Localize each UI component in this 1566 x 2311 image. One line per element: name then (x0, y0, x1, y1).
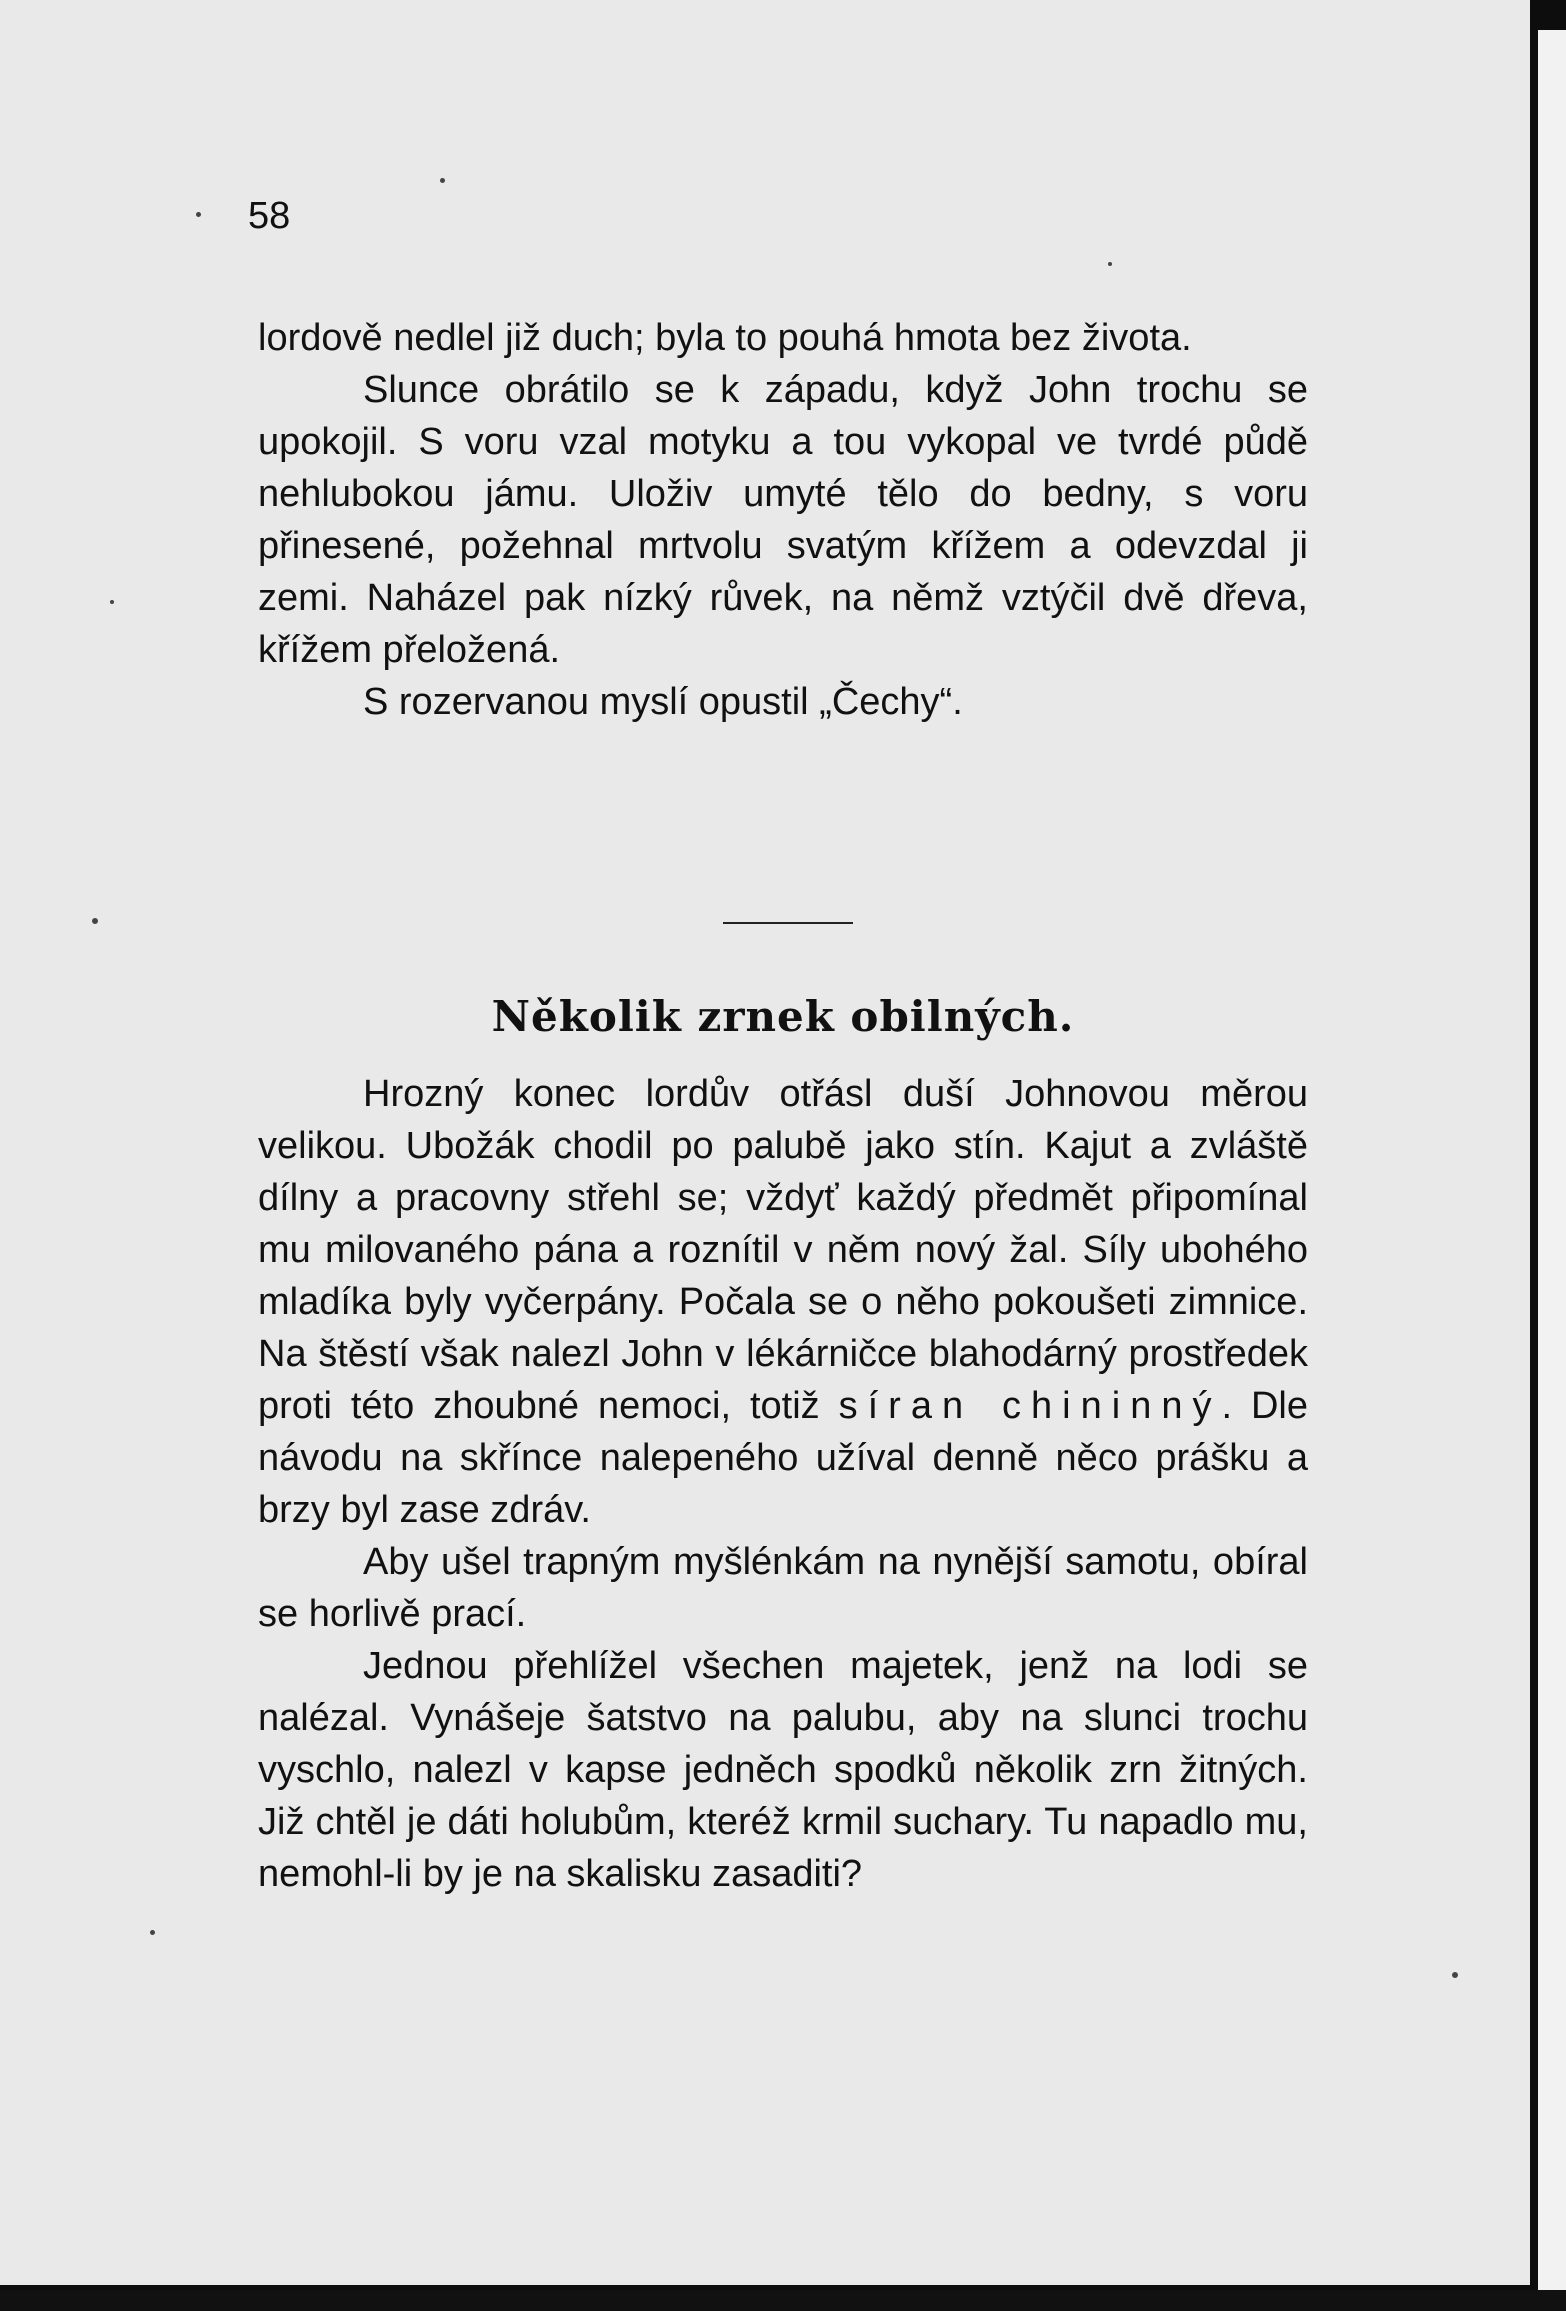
paragraph: lordově nedlel již duch; byla to pouhá hmota bez života. (258, 317, 1192, 359)
paragraph (258, 1068, 1308, 1536)
paragraph-text: Hrozný konec lordův otřásl duší Johnovou měrou velikou. Ubožák chodil po palubě jako stín. Kajut a zvláště dílny a pracovny střehl se; vždyť každý předmět připomínal mu milovaného pána a roznítil v něm nový žal. Síly ubohého mladíka byly vyčerpány. Počala se o něho pokoušeti zimnice. Na štěstí však nalezl John v lékárničce blahodárný prostředek proti této zhoubné nemoci, totiž (258, 1073, 1308, 1427)
print-speck (196, 212, 201, 217)
page-number: 58 (248, 195, 291, 237)
chapter-ending-text (258, 312, 1308, 728)
paragraph: S rozervanou myslí opustil „Čechy“. (363, 681, 963, 723)
print-speck (110, 600, 114, 604)
section-divider (723, 922, 853, 924)
paragraph: Slunce obrátilo se k západu, když John trochu se upokojil. S voru vzal motyku a tou vykopal ve tvrdé půdě nehlubokou jámu. Uloživ umyté tělo do bedny, s voru přinesené, požehnal mrtvolu svatým křížem a odevzdal ji zemi. Naházel pak nízký růvek, na němž vztýčil dvě dřeva, křížem přeložená. (258, 369, 1308, 671)
section-heading: Několik zrnek obilných. (491, 992, 1075, 1041)
print-speck (150, 1930, 155, 1935)
paragraph: Jednou přehlížel všechen majetek, jenž na lodi se nalézal. Vynášeje šatstvo na palubu, aby na slunci trochu vyschlo, nalezl v kapse jedněch spodků několik zrn žitných. Již chtěl je dáti holubům, kteréž krmil suchary. Tu napadlo mu, nemohl-li by je na skalisku zasaditi? (258, 1645, 1308, 1895)
print-speck (1452, 1972, 1458, 1978)
emphasized-term: síran chininný (838, 1385, 1222, 1427)
print-speck (1108, 262, 1112, 266)
section-body-text (258, 1068, 1308, 1900)
scan-border (0, 2290, 1566, 2311)
print-speck (440, 178, 445, 183)
paragraph: Aby ušel trapným myšlénkám na nynější samotu, obíral se horlivě prací. (258, 1541, 1308, 1635)
print-speck (92, 918, 98, 924)
adjacent-page-edge (1538, 30, 1566, 2311)
paragraph-text: . Dle návodu na skřínce nalepeného užíval denně něco prášku a brzy byl zase zdráv. (258, 1385, 1308, 1531)
